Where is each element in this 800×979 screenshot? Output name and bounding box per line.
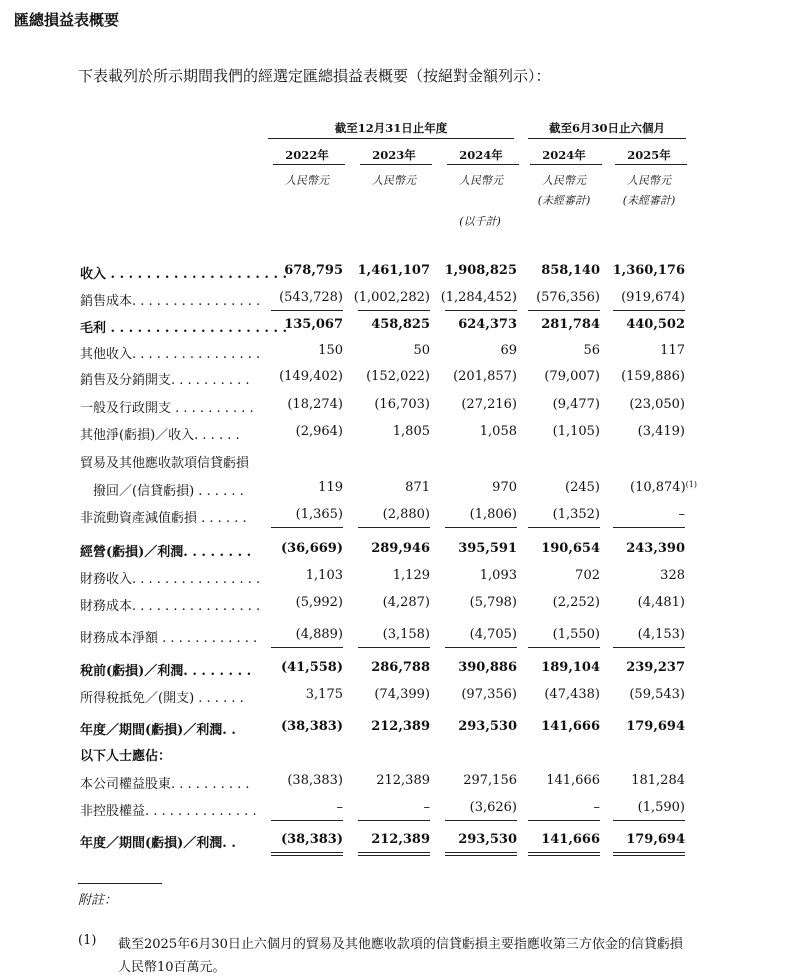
row-label: 一般及行政開支 . . . . . . . . . . (80, 401, 254, 416)
total-double-rule (528, 855, 600, 856)
unit-header-3: 人民幣元 (542, 174, 586, 187)
table-cell: 1,093 (479, 568, 517, 583)
table-cell: – (593, 800, 600, 815)
year-header-4: 2025年 (627, 148, 671, 162)
group-rule-six-months (528, 138, 686, 139)
row-label: 其他收入. . . . . . . . . . . . . . . . (80, 347, 261, 362)
table-cell: 1,908,825 (444, 263, 517, 278)
table-cell: (38,383) (287, 773, 343, 788)
row-label: 非控股權益. . . . . . . . . . . . . . (80, 804, 257, 819)
table-cell: (27,216) (461, 397, 517, 412)
table-cell: (2,252) (552, 595, 600, 610)
total-double-rule (358, 855, 430, 856)
table-cell: 239,237 (626, 660, 685, 675)
unit-header-0: 人民幣元 (285, 174, 329, 187)
row-label: 財務成本. . . . . . . . . . . . . . . . (80, 599, 261, 614)
subtotal-rule (613, 527, 685, 528)
table-cell: (201,857) (453, 369, 517, 384)
table-cell: (18,274) (287, 397, 343, 412)
footnote-heading: 附註： (78, 893, 118, 908)
table-cell: (159,886) (621, 369, 685, 384)
table-cell: 3,175 (305, 687, 343, 702)
table-cell: 119 (318, 480, 343, 495)
year-rule-3 (530, 164, 602, 165)
group-header-six-months: 截至6月30日止六個月 (548, 121, 665, 135)
table-cell: (47,438) (544, 687, 600, 702)
table-cell: 871 (405, 480, 430, 495)
table-cell: (38,383) (280, 719, 343, 734)
table-cell: (36,669) (280, 541, 343, 556)
thousands-note: (以千計) (459, 215, 501, 228)
table-cell: 135,067 (284, 317, 343, 332)
table-cell: (3,419) (637, 424, 685, 439)
table-cell: 293,530 (458, 832, 517, 847)
table-cell: 458,825 (371, 317, 430, 332)
total-double-rule (271, 852, 343, 853)
table-cell: 189,104 (541, 660, 600, 675)
subtotal-rule (358, 820, 430, 821)
group-header-years: 截至12月31日止年度 (334, 121, 448, 135)
table-cell: 1,058 (479, 424, 517, 439)
table-cell: (1,105) (552, 424, 600, 439)
table-cell: – (678, 507, 685, 522)
table-cell: 390,886 (458, 660, 517, 675)
row-label: 銷售及分銷開支. . . . . . . . . . (80, 373, 250, 388)
subtotal-rule (528, 820, 600, 821)
row-label: 財務收入. . . . . . . . . . . . . . . . (80, 572, 261, 587)
table-cell: 678,795 (284, 263, 343, 278)
table-cell: (1,352) (552, 507, 600, 522)
row-label: 本公司權益股東. . . . . . . . . . (80, 777, 250, 792)
table-cell: (1,002,282) (353, 290, 430, 305)
table-cell: (4,705) (469, 627, 517, 642)
table-cell: 440,502 (626, 317, 685, 332)
unit-header-2: 人民幣元 (459, 174, 503, 187)
subtotal-rule (613, 310, 685, 311)
table-cell: $(10,874)^{(1)}$ (630, 480, 697, 495)
subtotal-rule (528, 527, 600, 528)
subtotal-rule (358, 647, 430, 648)
table-cell: 243,390 (626, 541, 685, 556)
year-header-1: 2023年 (372, 148, 416, 162)
table-cell: 1,805 (392, 424, 430, 439)
table-cell: (5,992) (295, 595, 343, 610)
subtotal-rule (445, 820, 517, 821)
table-cell: (16,703) (374, 397, 430, 412)
table-cell: (3,626) (469, 800, 517, 815)
table-cell: 702 (575, 568, 600, 583)
table-cell: 150 (318, 343, 343, 358)
table-cell: (74,399) (374, 687, 430, 702)
row-label: 撥回／(信貸虧損) . . . . . . (80, 484, 244, 499)
table-cell: (4,481) (637, 595, 685, 610)
row-label: 所得稅抵免／(開支) . . . . . . (80, 691, 244, 706)
table-cell: 289,946 (371, 541, 430, 556)
table-cell: (245) (565, 480, 600, 495)
subtotal-rule (528, 310, 600, 311)
intro-text: 下表載列於所示期間我們的經選定匯總損益表概要（按絕對金額列示）： (78, 67, 551, 85)
table-cell: (41,558) (280, 660, 343, 675)
table-cell: 1,461,107 (357, 263, 430, 278)
table-cell: (4,889) (295, 627, 343, 642)
group-rule-years (268, 138, 514, 139)
table-cell: 212,389 (376, 773, 430, 788)
table-cell: (97,356) (461, 687, 517, 702)
total-double-rule (445, 852, 517, 853)
row-label: 以下人士應佔： (80, 749, 172, 764)
table-cell: 179,694 (626, 719, 685, 734)
year-header-2: 2024年 (459, 148, 503, 162)
table-cell: 50 (413, 343, 430, 358)
total-double-rule (613, 855, 685, 856)
page-title: 匯總損益表概要 (14, 11, 120, 29)
subtotal-rule (445, 527, 517, 528)
table-cell: – (336, 800, 343, 815)
row-label: 其他淨(虧損)／收入. . . . . . (80, 428, 240, 443)
table-cell: 624,373 (458, 317, 517, 332)
total-double-rule (445, 855, 517, 856)
table-cell: (9,477) (552, 397, 600, 412)
subtotal-rule (358, 310, 430, 311)
table-cell: 328 (660, 568, 685, 583)
subtotal-rule (613, 820, 685, 821)
table-cell: (919,674) (621, 290, 685, 305)
table-cell: (1,806) (469, 507, 517, 522)
table-cell: 281,784 (541, 317, 600, 332)
table-cell: 293,530 (458, 719, 517, 734)
table-cell: (1,284,452) (440, 290, 517, 305)
table-cell: (1,590) (637, 800, 685, 815)
unit-header-1: 人民幣元 (372, 174, 416, 187)
table-cell: (543,728) (279, 290, 343, 305)
table-cell: (38,383) (280, 832, 343, 847)
table-cell: (3,158) (382, 627, 430, 642)
table-cell: 141,666 (541, 832, 600, 847)
table-cell: 56 (583, 343, 600, 358)
table-cell: 179,694 (626, 832, 685, 847)
table-cell: 1,360,176 (612, 263, 685, 278)
table-cell: (4,153) (637, 627, 685, 642)
row-label: 稅前(虧損)／利潤. . . . . . . . (80, 664, 252, 679)
table-cell: (79,007) (544, 369, 600, 384)
table-cell: (1,550) (552, 627, 600, 642)
subtotal-rule (271, 820, 343, 821)
subtotal-rule (271, 647, 343, 648)
total-double-rule (613, 852, 685, 853)
table-cell: (149,402) (279, 369, 343, 384)
table-cell: 181,284 (631, 773, 685, 788)
table-cell: (152,022) (366, 369, 430, 384)
table-cell: 212,389 (371, 832, 430, 847)
table-cell: 1,103 (305, 568, 343, 583)
total-double-rule (528, 852, 600, 853)
footnote-number: (1) (78, 933, 97, 948)
year-rule-4 (615, 164, 687, 165)
subtotal-rule (271, 527, 343, 528)
unaudited-header-3: (未經審計) (537, 194, 591, 207)
table-cell: (1,365) (295, 507, 343, 522)
table-cell: 297,156 (463, 773, 517, 788)
table-cell: 970 (492, 480, 517, 495)
table-cell: (576,356) (536, 290, 600, 305)
row-label: 收入 . . . . . . . . . . . . . . . . . . . . (80, 267, 288, 282)
unit-header-4: 人民幣元 (627, 174, 671, 187)
total-double-rule (358, 852, 430, 853)
table-cell: 212,389 (371, 719, 430, 734)
subtotal-rule (613, 647, 685, 648)
row-label: 非流動資產減值虧損 . . . . . . (80, 511, 247, 526)
note-marker: (1) (685, 480, 697, 489)
table-cell: 117 (660, 343, 685, 358)
row-label: 年度／期間(虧損)／利潤. . (80, 836, 236, 851)
row-label: 貿易及其他應收款項信貸虧損 (80, 456, 250, 471)
row-label: 財務成本淨額 . . . . . . . . . . . . (80, 631, 258, 646)
table-cell: 286,788 (371, 660, 430, 675)
year-rule-1 (360, 164, 432, 165)
table-cell: 69 (500, 343, 517, 358)
year-rule-0 (273, 164, 345, 165)
table-cell: – (423, 800, 430, 815)
table-cell: (59,543) (629, 687, 685, 702)
row-label: 銷售成本. . . . . . . . . . . . . . . . (80, 294, 261, 309)
table-cell: (23,050) (629, 397, 685, 412)
table-cell: 858,140 (541, 263, 600, 278)
table-cell: 395,591 (458, 541, 517, 556)
table-cell: (5,798) (469, 595, 517, 610)
subtotal-rule (271, 310, 343, 311)
footnote-text: 截至2025年6月30日止六個月的貿易及其他應收款項的信貸虧損主要指應收第三方依金的信貸虧損人民幣10百萬元。 (118, 937, 683, 975)
table-cell: 141,666 (541, 719, 600, 734)
subtotal-rule (445, 647, 517, 648)
subtotal-rule (358, 527, 430, 528)
unaudited-header-4: (未經審計) (622, 194, 676, 207)
row-label: 毛利 . . . . . . . . . . . . . . . . . . . . (80, 321, 288, 336)
year-header-3: 2024年 (542, 148, 586, 162)
table-cell: 190,654 (541, 541, 600, 556)
table-cell: (2,964) (295, 424, 343, 439)
table-cell: 141,666 (546, 773, 600, 788)
year-rule-2 (447, 164, 519, 165)
total-double-rule (271, 855, 343, 856)
table-cell: (2,880) (382, 507, 430, 522)
subtotal-rule (528, 647, 600, 648)
table-cell: 1,129 (392, 568, 430, 583)
table-cell: (4,287) (382, 595, 430, 610)
row-label: 年度／期間(虧損)／利潤. . (80, 723, 236, 738)
year-header-0: 2022年 (285, 148, 329, 162)
subtotal-rule (445, 310, 517, 311)
footnote-rule (78, 883, 162, 884)
row-label: 經營(虧損)／利潤. . . . . . . . (80, 545, 252, 560)
